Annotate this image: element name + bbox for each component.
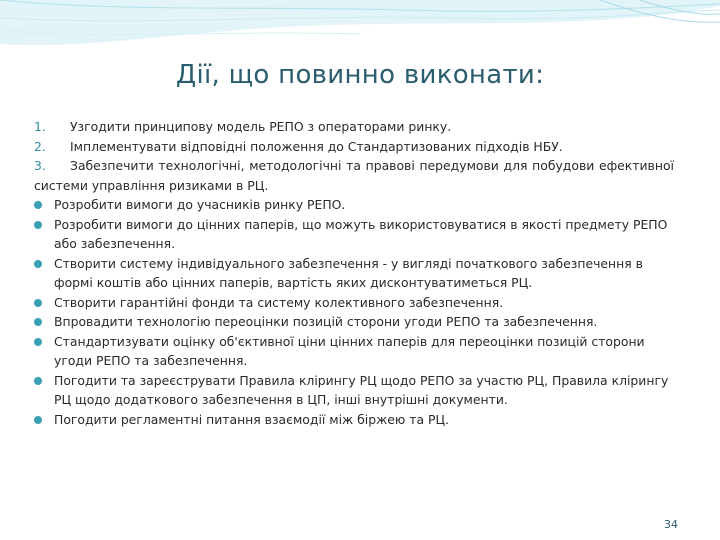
bullet-icon (34, 416, 42, 424)
bullet-text: Погодити регламентні питання взаємодії між біржею та РЦ. (54, 411, 450, 427)
bullet-item-2 (34, 215, 674, 254)
bullet-icon (34, 299, 42, 307)
bullet-text: Стандартизувати оцінку об'єктивної ціни цінних паперів для переоцінки позицій сторони угоди РЕПО та забезпечення. (54, 333, 645, 368)
item-number: 2. (34, 138, 46, 154)
bullet-item-3 (34, 254, 674, 293)
bullet-item-6 (34, 332, 674, 371)
bullet-item-4 (34, 293, 674, 313)
item-number: 3. (34, 158, 46, 173)
bullet-item-7 (34, 371, 674, 410)
item-text: Узгодити принципову модель РЕПО з операторами ринку. (70, 119, 452, 134)
bullet-text: Розробити вимоги до учасників ринку РЕПО. (54, 197, 346, 212)
bullet-item-5 (34, 312, 674, 332)
bullet-icon (34, 260, 42, 268)
bullet-item-1 (34, 195, 674, 215)
item-number: 1. (34, 119, 46, 134)
bullet-icon (34, 221, 42, 229)
slide-title: Дії, що повинно виконати: (175, 60, 545, 90)
item-text: Імплементувати відповідні положення до Стандартизованих підходів НБУ. (70, 138, 563, 154)
bullet-text: Розробити вимоги до цінних паперів, що можуть використовуватися в якості предмету РЕПО або забезпечення. (54, 216, 668, 251)
bullet-item-8 (34, 410, 674, 430)
bullet-text: Створити гарантійні фонди та систему колективного забезпечення. (54, 294, 504, 310)
numbered-item-1 (34, 117, 674, 137)
item-text: Забезпечити технологічні, методологічні та правові передумови для побудови ефективної системи управління ризиками в РЦ. (34, 158, 674, 193)
bullet-text: Погодити та зареєструвати Правила клірингу РЦ щодо РЕПО за участю РЦ, Правила клірингу РЦ щодо додаткового забезпечення в ЦП, інші внутрішні документи. (54, 372, 669, 407)
slide-content (34, 117, 674, 429)
bullet-text: Впровадити технологію переоцінки позицій сторони угоди РЕПО та забезпечення. (54, 314, 598, 329)
page-number: 34 (664, 518, 678, 531)
bullet-icon (34, 377, 42, 385)
numbered-item-3 (34, 156, 674, 195)
bullet-text: Створити систему індивідуального забезпечення - у вигляді початкового забезпечення в формі коштів або цінних паперів, вартість яких дисконтуватиметься РЦ. (54, 255, 643, 290)
bullet-icon (34, 318, 42, 326)
numbered-item-2 (34, 137, 674, 157)
bullet-icon (34, 338, 42, 346)
bullet-icon (34, 201, 42, 209)
